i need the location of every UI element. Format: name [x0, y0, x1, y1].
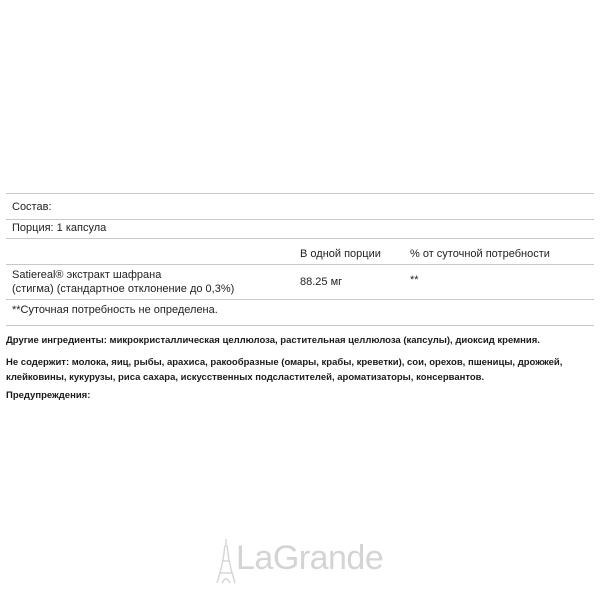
ingredient-name-line1: Satiereal® экстракт шафрана — [12, 269, 162, 281]
other-ingredients-label: Другие ингредиенты: — [6, 335, 107, 346]
other-ingredients — [6, 333, 594, 348]
warnings-label: Предупреждения: — [6, 390, 91, 401]
lagrande-watermark — [216, 537, 391, 587]
divider — [6, 264, 594, 265]
daily-value-column-header: % от суточной потребности — [410, 248, 550, 260]
divider — [6, 238, 594, 239]
eiffel-tower-icon — [216, 537, 236, 585]
footnote: **Суточная потребность не определена. — [12, 304, 218, 316]
divider — [6, 325, 594, 326]
watermark-text: LaGrande — [236, 539, 384, 577]
divider — [6, 299, 594, 300]
facts-heading: Состав: — [12, 201, 52, 213]
amount-column-header: В одной порции — [300, 248, 381, 260]
ingredient-amount: 88.25 мг — [300, 276, 343, 288]
free-from-text: молока, яиц, рыбы, арахиса, ракообразные (омары, крабы, креветки), сои, орехов, пшеницы, дрожжей, клейковины, кукурузы, риса сахара, искусственных подсластителей, ароматизаторы, консервантов. — [6, 357, 563, 383]
free-from-label: Не содержит: — [6, 357, 70, 368]
divider — [6, 193, 594, 194]
other-ingredients-text: микрокристаллическая целлюлоза, растительная целлюлоза (капсулы), диоксид кремния. — [109, 335, 540, 346]
free-from — [6, 355, 594, 385]
warnings — [6, 388, 594, 403]
serving-size: Порция: 1 капсула — [12, 222, 107, 234]
ingredient-daily-value: ** — [410, 274, 419, 286]
ingredient-name-line2: (стигма) (стандартное отклонение до 0,3%) — [12, 283, 235, 295]
divider — [6, 219, 594, 220]
